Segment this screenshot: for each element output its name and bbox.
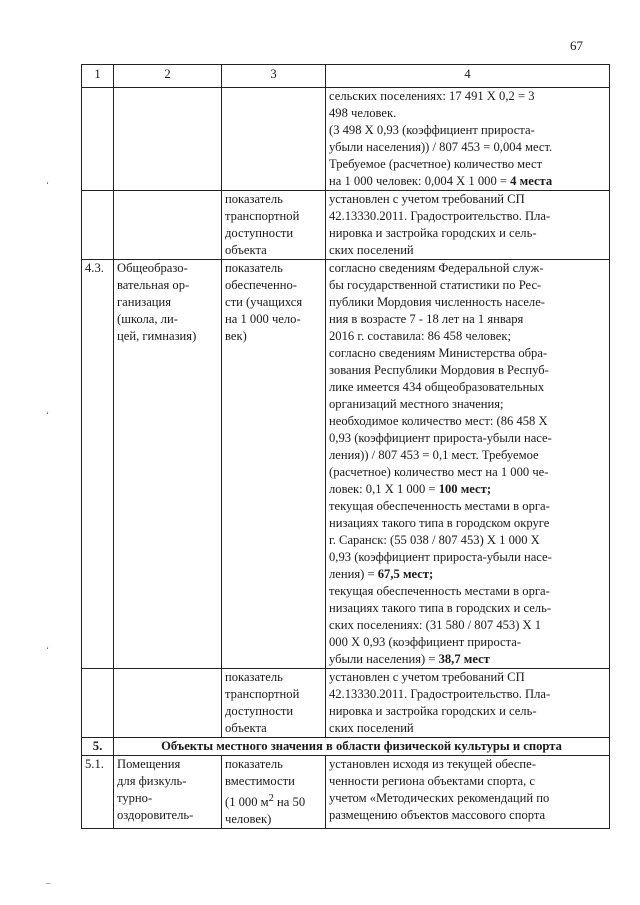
cell-num	[82, 88, 114, 191]
text-line: ских поселениях: (31 580 / 807 453) Х 1	[329, 618, 542, 632]
text-line	[329, 651, 606, 668]
text-line: обеспеченно-	[225, 278, 297, 292]
text-line: показатель	[225, 192, 283, 206]
section-row	[82, 738, 610, 756]
text-line: турно-	[117, 791, 153, 805]
text-line: Общеобразо-	[117, 261, 188, 275]
text-line: (школа, ли-	[117, 312, 178, 326]
header-col-1: 1	[82, 65, 114, 88]
text-line: на 1 000 чело-	[225, 312, 301, 326]
header-col-2: 2	[114, 65, 222, 88]
cell-indicator	[222, 191, 326, 260]
text-line: доступности	[225, 704, 294, 718]
text-line: ченности региона объектами спорта, с	[329, 774, 536, 788]
header-col-4: 4	[326, 65, 610, 88]
text-line: сти (учащихся	[225, 295, 303, 309]
bold-result: 38,7 мест	[438, 652, 490, 666]
text-line	[329, 173, 606, 190]
text-line: для физкуль-	[117, 774, 187, 788]
scan-mark: –	[46, 878, 51, 888]
table-row	[82, 88, 610, 191]
text-line: сельских поселениях: 17 491 Х 0,2 = 3	[329, 89, 535, 103]
text-line: низациях такого типа в городском округе	[329, 516, 550, 530]
document-table	[81, 64, 610, 829]
text-line: объекта	[225, 243, 267, 257]
text-line: установлен с учетом требований СП	[329, 670, 525, 684]
text-line: ских поселений	[329, 243, 414, 257]
text-line: публики Мордовия численность населе-	[329, 295, 545, 309]
text-line: текущая обеспеченность местами в орга-	[329, 584, 550, 598]
cell-indicator	[222, 88, 326, 191]
cell-value	[326, 669, 610, 738]
text-line: размещению объектов массового спорта	[329, 808, 546, 822]
section-title: Объекты местного значения в области физической культуры и спорта	[114, 738, 610, 756]
text-fragment: ления) =	[329, 567, 378, 581]
table-row	[82, 756, 610, 829]
text-line: текущая обеспеченность местами в орга-	[329, 499, 550, 513]
text-line: лике имеется 434 общеобразовательных	[329, 380, 545, 394]
text-line: показатель	[225, 670, 283, 684]
text-fragment: ловек: 0,1 Х 1 000 =	[329, 482, 439, 496]
text-fragment: убыли населения) =	[329, 652, 439, 666]
text-line: 0,93 (коэффициент прироста-убыли насе-	[329, 431, 552, 445]
text-fragment: на 1 000 человек: 0,004 Х 1 000 =	[329, 174, 511, 188]
text-line: транспортной	[225, 209, 300, 223]
table-row	[82, 260, 610, 669]
text-line	[329, 566, 606, 583]
text-line: человек)	[225, 812, 272, 827]
text-line: (расчетное) количество мест на 1 000 че-	[329, 465, 549, 479]
cell-name	[114, 88, 222, 191]
cell-num: 4.3.	[82, 260, 114, 669]
text-line: организаций местного значения;	[329, 397, 504, 411]
superscript: 2	[268, 793, 274, 804]
text-line: ния в возрасте 7 - 18 лет на 1 января	[329, 312, 524, 326]
text-line	[225, 790, 322, 811]
header-col-3: 3	[222, 65, 326, 88]
text-line: транспортной	[225, 687, 300, 701]
cell-name	[114, 756, 222, 829]
text-line: Требуемое (расчетное) количество мест	[329, 157, 543, 171]
text-line: согласно сведениям Федеральной служ-	[329, 261, 544, 275]
text-line: нировка и застройка городских и сель-	[329, 226, 537, 240]
text-line: показатель	[225, 757, 283, 771]
text-line: век)	[225, 329, 247, 343]
text-line: доступности	[225, 226, 294, 240]
table-row	[82, 191, 610, 260]
scan-mark: ‘	[46, 410, 49, 420]
section-number: 5.	[82, 738, 114, 756]
text-line: (3 498 Х 0,93 (коэффициент прироста-	[329, 123, 535, 137]
text-line: г. Саранск: (55 038 / 807 453) Х 1 000 Х	[329, 533, 540, 547]
text-line: нировка и застройка городских и сель-	[329, 704, 537, 718]
text-line: 000 Х 0,93 (коэффициент прироста-	[329, 635, 522, 649]
page-number: 67	[570, 38, 583, 53]
text-line: бы государственной статистики по Рес-	[329, 278, 542, 292]
cell-value	[326, 88, 610, 191]
cell-num	[82, 191, 114, 260]
text-line: зования Республики Мордовия в Респуб-	[329, 363, 549, 377]
text-line: установлен с учетом требований СП	[329, 192, 525, 206]
text-line: вместимости	[225, 774, 295, 788]
cell-indicator	[222, 669, 326, 738]
text-line: Помещения	[117, 757, 181, 771]
cell-value	[326, 756, 610, 829]
scan-mark: ‘	[46, 180, 49, 190]
text-line: необходимое количество мест: (86 458 Х	[329, 414, 548, 428]
text-line: убыли населения)) / 807 453 = 0,004 мест.	[329, 140, 553, 154]
table-header-row	[82, 65, 610, 88]
text-line: низациях такого типа в городских и сель-	[329, 601, 552, 615]
cell-value	[326, 260, 610, 669]
text-line: объекта	[225, 721, 267, 735]
cell-name	[114, 260, 222, 669]
text-line: 42.13330.2011. Градостроительство. Пла-	[329, 209, 551, 223]
text-line: вательная ор-	[117, 278, 190, 292]
text-line: 498 человек.	[329, 106, 397, 120]
text-line: цей, гимназия)	[117, 329, 197, 343]
cell-indicator	[222, 260, 326, 669]
text-fragment: (1 000 м	[225, 795, 269, 810]
cell-name	[114, 669, 222, 738]
text-line: ления)) / 807 453 = 0,1 мест. Требуемое	[329, 448, 539, 462]
cell-indicator	[222, 756, 326, 829]
text-line: учетом «Методических рекомендаций по	[329, 791, 550, 805]
cell-name	[114, 191, 222, 260]
text-line: показатель	[225, 261, 283, 275]
text-line: ских поселений	[329, 721, 414, 735]
text-line: ганизация	[117, 295, 172, 309]
cell-num: 5.1.	[82, 756, 114, 829]
text-line: установлен исходя из текущей обеспе-	[329, 757, 536, 771]
cell-num	[82, 669, 114, 738]
text-line: 42.13330.2011. Градостроительство. Пла-	[329, 687, 551, 701]
bold-result: 67,5 мест;	[377, 567, 434, 581]
bold-result: 4 места	[510, 174, 553, 188]
text-line	[329, 481, 606, 498]
text-line: согласно сведениям Министерства обра-	[329, 346, 548, 360]
text-line: оздоровитель-	[117, 808, 194, 822]
bold-result: 100 мест;	[438, 482, 492, 496]
table-row	[82, 669, 610, 738]
text-line: 0,93 (коэффициент прироста-убыли насе-	[329, 550, 552, 564]
scan-mark: ‘	[46, 645, 49, 655]
text-line: 2016 г. составила: 86 458 человек;	[329, 329, 511, 343]
cell-value	[326, 191, 610, 260]
text-fragment: на 50	[273, 795, 306, 810]
